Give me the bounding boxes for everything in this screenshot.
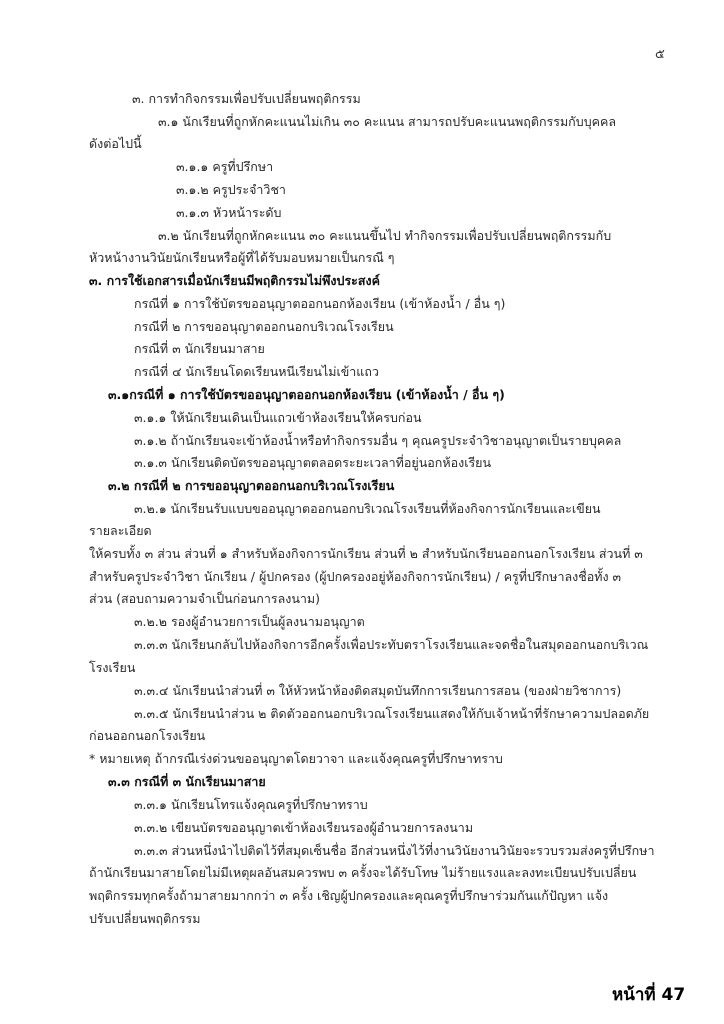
corner-page-number: ๕ (655, 47, 665, 62)
paragraph-line: ๓.๑ นักเรียนที่ถูกหักคะแนนไม่เกิน ๓๐ คะแนน สามารถปรับคะแนนพฤติกรรมกับบุคคล (158, 114, 617, 129)
paragraph-line: สำหรับครูประจำวิชา นักเรียน / ผู้ปกครอง (ผู้ปกครองอยู่ห้องกิจการนักเรียน) / ครูที่ปรึกษาลงชื่อทั้ง ๓ (89, 569, 622, 584)
list-item: ๓.๑.๓ หัวหน้าระดับ (176, 205, 282, 220)
note-line: * หมายเหตุ ถ้ากรณีเร่งด่วนขออนุญาตโดยวาจา และแจ้งคุณครูที่ปรึกษาทราบ (89, 751, 503, 766)
section-heading: ๓. การทำกิจกรรมเพื่อปรับเปลี่ยนพฤติกรรม (132, 91, 361, 106)
list-item: ๓.๑.๑ ให้นักเรียนเดินเป็นแถวเข้าห้องเรียนให้ครบก่อน (134, 410, 422, 425)
paragraph-line: หัวหน้างานวินัยนักเรียนหรือผู้ที่ได้รับมอบหมายเป็นกรณี ๆ (89, 250, 395, 265)
list-item: กรณีที่ ๑ การใช้บัตรขออนุญาตออกนอกห้องเรียน (เข้าห้องน้ำ / อื่น ๆ) (134, 296, 506, 311)
list-item: กรณีที่ ๓ นักเรียนมาสาย (134, 341, 265, 356)
list-item: กรณีที่ ๔ นักเรียนโดดเรียนหนีเรียนไม่เข้าแถว (134, 364, 379, 379)
list-item: ๓.๓.๒ เขียนบัตรขออนุญาตเข้าห้องเรียนรองผู้อำนวยการลงนาม (134, 820, 474, 835)
subsection-heading: ๓.๒ กรณีที่ ๒ การขออนุญาตออกนอกบริเวณโรงเรียน (108, 478, 395, 493)
list-item: ๓.๓.๔ นักเรียนนำส่วนที่ ๓ ให้หัวหน้าห้องติดสมุดบันทึกการเรียนการสอน (ของฝ่ายวิชาการ) (134, 683, 622, 698)
paragraph-line: รายละเอียด (89, 523, 152, 538)
footer-page-label: หน้าที่ 47 (612, 985, 686, 1005)
list-item: ๓.๓.๑ นักเรียนโทรแจ้งคุณครูที่ปรึกษาทราบ (134, 797, 368, 812)
list-item: ๓.๑.๒ ถ้านักเรียนจะเข้าห้องน้ำหรือทำกิจกรรมอื่น ๆ คุณครูประจำวิชาอนุญาตเป็นรายบุคคล (134, 433, 622, 448)
section-heading: ๓. การใช้เอกสารเมื่อนักเรียนมีพฤติกรรมไม่พึงประสงค์ (89, 273, 380, 288)
paragraph-line: ก่อนออกนอกโรงเรียน (89, 728, 206, 743)
list-item: ๓.๓.๕ นักเรียนนำส่วน ๒ ติดตัวออกนอกบริเวณโรงเรียนแสดงให้กับเจ้าหน้าที่รักษาความปลอดภัย (134, 706, 650, 721)
paragraph-line: ถ้านักเรียนมาสายโดยไม่มีเหตุผลอันสมควรพบ ๓ ครั้งจะได้รับโทษ ไม่ร้ายแรงและลงทะเบียนปรับเปลี่ยน (89, 865, 637, 880)
list-item: ๓.๑.๑ ครูที่ปรึกษา (176, 159, 274, 174)
list-item: ๓.๒.๒ รองผู้อำนวยการเป็นผู้ลงนามอนุญาต (134, 614, 365, 629)
list-item: กรณีที่ ๒ การขออนุญาตออกนอกบริเวณโรงเรียน (134, 319, 394, 334)
list-item: ๓.๓.๓ ส่วนหนึ่งนำไปติดไว้ที่สมุดเซ็นชื่อ อีกส่วนหนึ่งไว้ที่งานวินัยงานวินัยจะรวบรวมส่งครูที่ปรึกษา (134, 843, 655, 858)
paragraph-line: ให้ครบทั้ง ๓ ส่วน ส่วนที่ ๑ สำหรับห้องกิจการนักเรียน ส่วนที่ ๒ สำหรับนักเรียนออกนอกโรงเรียน ส่วนที่ ๓ (89, 546, 643, 561)
list-item: ๓.๑.๒ ครูประจำวิชา (176, 182, 286, 197)
paragraph-line: ปรับเปลี่ยนพฤติกรรม (89, 911, 201, 926)
list-item: ๓.๓.๓ นักเรียนกลับไปห้องกิจการอีกครั้งเพื่อประทับตราโรงเรียนและจดชื่อในสมุดออกนอกบริเวณ (134, 637, 649, 652)
subsection-heading: ๓.๑กรณีที่ ๑ การใช้บัตรขออนุญาตออกนอกห้องเรียน (เข้าห้องน้ำ / อื่น ๆ) (108, 387, 505, 402)
paragraph-line: ดังต่อไปนี้ (89, 136, 142, 151)
paragraph-line: ส่วน (สอบถามความจำเป็นก่อนการลงนาม) (89, 591, 321, 606)
paragraph-line: โรงเรียน (89, 660, 136, 675)
paragraph-line: พฤติกรรมทุกครั้งถ้ามาสายมากกว่า ๓ ครั้ง เชิญผู้ปกครองและคุณครูที่ปรึกษาร่วมกันแก้ปัญหา แจ้ง (89, 888, 609, 903)
list-item: ๓.๑.๓ นักเรียนติดบัตรขออนุญาตตลอดระยะเวลาที่อยู่นอกห้องเรียน (134, 455, 492, 470)
subsection-heading: ๓.๓ กรณีที่ ๓ นักเรียนมาสาย (108, 774, 266, 789)
list-item: ๓.๒.๑ นักเรียนรับแบบขออนุญาตออกนอกบริเวณโรงเรียนที่ห้องกิจการนักเรียนและเขียน (134, 501, 601, 516)
paragraph-line: ๓.๒ นักเรียนที่ถูกหักคะแนน ๓๐ คะแนนขึ้นไป ทำกิจกรรมเพื่อปรับเปลี่ยนพฤติกรรมกับ (158, 228, 612, 243)
